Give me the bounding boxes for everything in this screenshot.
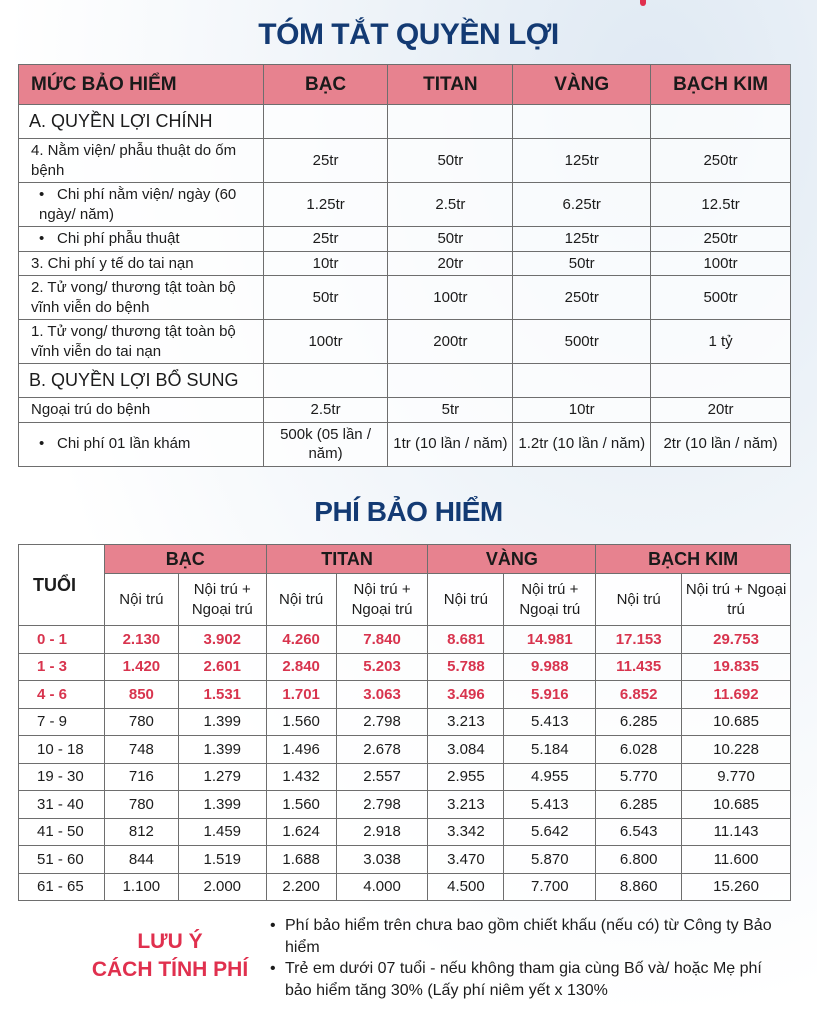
- benefit-value: 2tr (10 lần / năm): [651, 422, 791, 466]
- premium-value: 5.184: [504, 736, 596, 764]
- premium-value: 2.130: [104, 626, 178, 654]
- benefit-value: 50tr: [388, 139, 513, 183]
- premium-value: 2.601: [178, 653, 266, 681]
- premium-value: 6.543: [596, 818, 682, 846]
- benefit-row: [19, 227, 791, 252]
- premium-value: 4.260: [266, 626, 336, 654]
- premium-value: 14.981: [504, 626, 596, 654]
- premium-row: [19, 846, 791, 874]
- benefit-value: 1.25tr: [263, 183, 388, 227]
- premium-value: 1.459: [178, 818, 266, 846]
- benefit-value: 2.5tr: [263, 398, 388, 423]
- premium-value: 2.000: [178, 873, 266, 901]
- empty-cell: [388, 105, 513, 139]
- benefit-value: 250tr: [651, 227, 791, 252]
- benefit-value: 2.5tr: [388, 183, 513, 227]
- benefit-value: 50tr: [388, 227, 513, 252]
- premium-value: 716: [104, 763, 178, 791]
- section-b-row: [19, 364, 791, 398]
- premium-value: 5.413: [504, 708, 596, 736]
- premium-value: 1.624: [266, 818, 336, 846]
- premium-value: 7.700: [504, 873, 596, 901]
- premium-value: 4.955: [504, 763, 596, 791]
- bullet-icon: •: [39, 186, 45, 203]
- benefit-label-text: 4. Nằm viện/ phẫu thuật do ốm bệnh: [31, 142, 237, 179]
- premium-value: 1.688: [266, 846, 336, 874]
- benefit-value: 125tr: [513, 227, 651, 252]
- note-heading: [70, 928, 270, 985]
- benefit-label-text: 2. Tử vong/ thương tật toàn bộ vĩnh viễn do bệnh: [31, 279, 236, 316]
- premium-tier-vang: VÀNG: [428, 545, 596, 574]
- subheader-inpatient: Nội trú: [596, 574, 682, 626]
- premium-value: 5.413: [504, 791, 596, 819]
- section-label: B. QUYỀN LỢI BỔ SUNG: [19, 364, 264, 398]
- premium-value: 1.496: [266, 736, 336, 764]
- premium-value: 10.228: [682, 736, 791, 764]
- benefit-value: 200tr: [388, 320, 513, 364]
- premium-value: 1.399: [178, 736, 266, 764]
- premium-value: 2.955: [428, 763, 504, 791]
- benefit-label-text: Chi phí phẫu thuật: [57, 230, 180, 247]
- benefits-table: [18, 64, 791, 467]
- premium-value: 3.470: [428, 846, 504, 874]
- benefit-label-text: Chi phí nằm viện/ ngày (60 ngày/ năm): [39, 186, 237, 223]
- age-range: 10 - 18: [19, 736, 105, 764]
- premium-value: 9.988: [504, 653, 596, 681]
- premium-value: 844: [104, 846, 178, 874]
- premium-value: 6.285: [596, 791, 682, 819]
- benefit-row: [19, 398, 791, 423]
- premium-value: 2.840: [266, 653, 336, 681]
- subheader-inpatient: Nội trú: [104, 574, 178, 626]
- benefit-value: 1tr (10 lần / năm): [388, 422, 513, 466]
- premium-value: 2.798: [336, 708, 428, 736]
- benefit-label-text: 3. Chi phí y tế do tai nạn: [31, 254, 194, 272]
- premium-value: 3.496: [428, 681, 504, 709]
- empty-cell: [513, 105, 651, 139]
- premium-value: 6.800: [596, 846, 682, 874]
- empty-cell: [651, 105, 791, 139]
- premium-value: 3.213: [428, 791, 504, 819]
- benefit-value: 500tr: [513, 320, 651, 364]
- premium-value: 780: [104, 708, 178, 736]
- premium-value: 3.084: [428, 736, 504, 764]
- premium-row: [19, 653, 791, 681]
- benefit-value: 50tr: [263, 276, 388, 320]
- premium-row: [19, 873, 791, 901]
- note-heading-line1: LƯU Ý: [137, 930, 203, 953]
- premium-value: 11.600: [682, 846, 791, 874]
- premium-value: 10.685: [682, 791, 791, 819]
- premium-value: 2.200: [266, 873, 336, 901]
- section-label: A. QUYỀN LỢI CHÍNH: [19, 105, 264, 139]
- benefit-value: 125tr: [513, 139, 651, 183]
- premium-value: 850: [104, 681, 178, 709]
- premium-value: 10.685: [682, 708, 791, 736]
- header-tier-bac: BẠC: [263, 65, 388, 105]
- premium-value: 6.285: [596, 708, 682, 736]
- empty-cell: [513, 364, 651, 398]
- premium-value: 3.213: [428, 708, 504, 736]
- premium-value: 1.399: [178, 708, 266, 736]
- age-range: 51 - 60: [19, 846, 105, 874]
- premium-value: 1.531: [178, 681, 266, 709]
- premium-row: [19, 791, 791, 819]
- benefit-label: [19, 398, 264, 423]
- premium-subheader-row: [19, 574, 791, 626]
- premium-value: 4.000: [336, 873, 428, 901]
- benefit-label: [19, 183, 264, 227]
- premium-value: 2.678: [336, 736, 428, 764]
- benefit-row: [19, 183, 791, 227]
- premium-value: 748: [104, 736, 178, 764]
- premium-value: 2.557: [336, 763, 428, 791]
- premium-value: 19.835: [682, 653, 791, 681]
- benefit-row: [19, 251, 791, 276]
- benefit-value: 100tr: [388, 276, 513, 320]
- premium-row: [19, 736, 791, 764]
- premium-value: 11.143: [682, 818, 791, 846]
- premium-value: 3.038: [336, 846, 428, 874]
- age-range: 19 - 30: [19, 763, 105, 791]
- benefit-row: [19, 276, 791, 320]
- premium-tier-titan: TITAN: [266, 545, 428, 574]
- decorative-red-mark: [640, 0, 646, 6]
- premium-table: [18, 544, 791, 901]
- benefit-label: [19, 227, 264, 252]
- premium-value: 1.399: [178, 791, 266, 819]
- benefit-label: [19, 251, 264, 276]
- benefit-label: [19, 320, 264, 364]
- benefit-value: 1 tỷ: [651, 320, 791, 364]
- empty-cell: [651, 364, 791, 398]
- premium-value: 1.100: [104, 873, 178, 901]
- benefit-value: 20tr: [388, 251, 513, 276]
- benefit-value: 250tr: [513, 276, 651, 320]
- benefit-value: 50tr: [513, 251, 651, 276]
- age-range: 1 - 3: [19, 653, 105, 681]
- premium-value: 3.902: [178, 626, 266, 654]
- premium-value: 1.560: [266, 708, 336, 736]
- note-item: • Phí bảo hiểm trên chưa bao gồm chiết khấu (nếu có) từ Công ty Bảo hiểm: [270, 915, 790, 958]
- benefit-label: [19, 139, 264, 183]
- premium-value: 1.519: [178, 846, 266, 874]
- premium-row: [19, 818, 791, 846]
- empty-cell: [263, 105, 388, 139]
- subheader-inpatient-outpatient: Nội trú + Ngoại trú: [336, 574, 428, 626]
- subheader-inpatient-outpatient: Nội trú + Ngoại trú: [682, 574, 791, 626]
- benefit-value: 250tr: [651, 139, 791, 183]
- benefits-title: TÓM TẮT QUYỀN LỢI: [258, 18, 559, 51]
- header-tier-bach-kim: BẠCH KIM: [651, 65, 791, 105]
- premium-value: 812: [104, 818, 178, 846]
- premium-value: 7.840: [336, 626, 428, 654]
- premium-value: 5.788: [428, 653, 504, 681]
- bullet-icon: •: [39, 230, 45, 247]
- premium-tier-bach-kim: BẠCH KIM: [596, 545, 791, 574]
- header-tier-vang: VÀNG: [513, 65, 651, 105]
- premium-tier-row: [19, 545, 791, 574]
- premium-value: 1.432: [266, 763, 336, 791]
- note-heading-line2: CÁCH TÍNH PHÍ: [91, 958, 249, 982]
- premium-value: 5.642: [504, 818, 596, 846]
- premium-value: 9.770: [682, 763, 791, 791]
- subheader-inpatient-outpatient: Nội trú + Ngoại trú: [178, 574, 266, 626]
- bullet-icon: •: [39, 435, 45, 453]
- premium-row: [19, 708, 791, 736]
- premium-value: 1.560: [266, 791, 336, 819]
- benefit-value: 100tr: [263, 320, 388, 364]
- empty-cell: [263, 364, 388, 398]
- benefit-value: 12.5tr: [651, 183, 791, 227]
- premium-value: 3.342: [428, 818, 504, 846]
- section-a-row: [19, 105, 791, 139]
- benefits-header-row: [19, 65, 791, 105]
- header-coverage-level: MỨC BẢO HIỂM: [19, 65, 264, 105]
- premium-value: 2.798: [336, 791, 428, 819]
- benefit-row: [19, 139, 791, 183]
- premium-value: 8.681: [428, 626, 504, 654]
- benefit-value: 100tr: [651, 251, 791, 276]
- subheader-inpatient-outpatient: Nội trú + Ngoại trú: [504, 574, 596, 626]
- premium-value: 1.701: [266, 681, 336, 709]
- age-range: 0 - 1: [19, 626, 105, 654]
- benefit-label: [19, 276, 264, 320]
- premium-value: 8.860: [596, 873, 682, 901]
- age-range: 31 - 40: [19, 791, 105, 819]
- benefit-value: 5tr: [388, 398, 513, 423]
- benefit-value: 500tr: [651, 276, 791, 320]
- age-range: 7 - 9: [19, 708, 105, 736]
- benefit-value: 1.2tr (10 lần / năm): [513, 422, 651, 466]
- benefit-row: [19, 422, 791, 466]
- premium-value: 5.870: [504, 846, 596, 874]
- benefit-value: 500k (05 lần / năm): [263, 422, 388, 466]
- premium-value: 11.435: [596, 653, 682, 681]
- benefit-label-text: Chi phí 01 lần khám: [57, 435, 191, 453]
- benefit-row: [19, 320, 791, 364]
- benefit-label-text: Ngoại trú do bệnh: [31, 401, 151, 418]
- premium-tier-bac: BẠC: [104, 545, 266, 574]
- premium-value: 5.916: [504, 681, 596, 709]
- benefit-value: 6.25tr: [513, 183, 651, 227]
- notes-list: [270, 915, 790, 1001]
- subheader-inpatient: Nội trú: [428, 574, 504, 626]
- subheader-inpatient: Nội trú: [266, 574, 336, 626]
- premium-value: 6.852: [596, 681, 682, 709]
- note-item: • Trẻ em dưới 07 tuổi - nếu không tham gia cùng Bố và/ hoặc Mẹ phí bảo hiểm tăng 30% (Lấy phí niêm yết x 130%: [270, 958, 790, 1001]
- header-tier-titan: TITAN: [388, 65, 513, 105]
- premium-value: 2.918: [336, 818, 428, 846]
- benefit-value: 25tr: [263, 139, 388, 183]
- benefit-value: 20tr: [651, 398, 791, 423]
- premium-title: PHÍ BẢO HIỂM: [314, 496, 503, 527]
- benefit-label-text: 1. Tử vong/ thương tật toàn bộ vĩnh viễn do tai nạn: [31, 323, 236, 360]
- benefit-value: 10tr: [513, 398, 651, 423]
- age-range: 41 - 50: [19, 818, 105, 846]
- premium-value: 1.420: [104, 653, 178, 681]
- age-range: 4 - 6: [19, 681, 105, 709]
- premium-value: 29.753: [682, 626, 791, 654]
- age-range: 61 - 65: [19, 873, 105, 901]
- premium-row: [19, 763, 791, 791]
- premium-value: 5.203: [336, 653, 428, 681]
- premium-value: 3.063: [336, 681, 428, 709]
- premium-value: 5.770: [596, 763, 682, 791]
- premium-value: 1.279: [178, 763, 266, 791]
- premium-row: [19, 681, 791, 709]
- premium-row: [19, 626, 791, 654]
- premium-value: 15.260: [682, 873, 791, 901]
- benefit-value: 10tr: [263, 251, 388, 276]
- empty-cell: [388, 364, 513, 398]
- benefit-value: 25tr: [263, 227, 388, 252]
- premium-value: 780: [104, 791, 178, 819]
- premium-value: 6.028: [596, 736, 682, 764]
- premium-value: 17.153: [596, 626, 682, 654]
- premium-value: 11.692: [682, 681, 791, 709]
- benefit-label: [19, 422, 264, 466]
- age-header: TUỔI: [19, 545, 105, 626]
- premium-value: 4.500: [428, 873, 504, 901]
